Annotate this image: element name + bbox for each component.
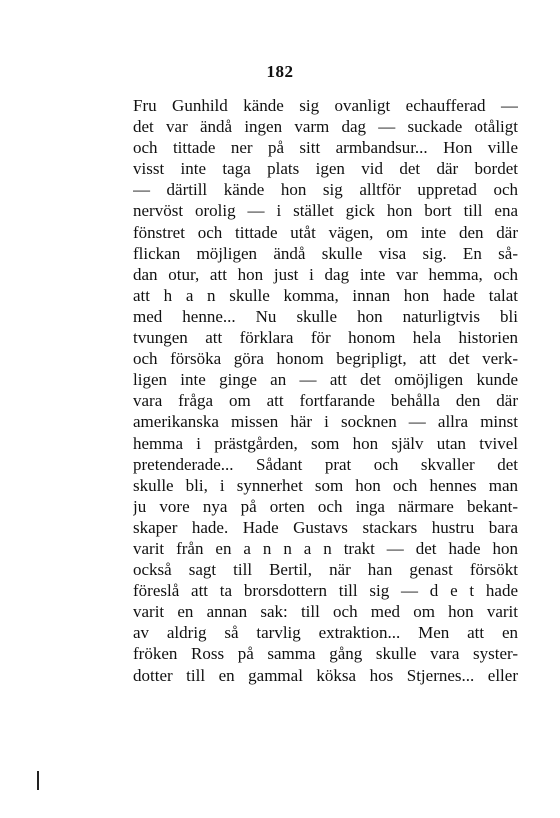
- text-line: varit en annan sak: till och med om hon varit: [133, 602, 518, 622]
- text-line: dan otur, att hon just i dag inte var hemma, och: [133, 264, 518, 284]
- page-number: 182: [266, 62, 294, 81]
- text-line: föreslå att ta brorsdottern till sig — d e t hade: [133, 581, 518, 601]
- text-line: med henne... Nu skulle hon naturligtvis bli: [133, 306, 518, 326]
- text-line: Fru Gunhild kände sig ovanligt echaufferad —: [133, 96, 518, 115]
- text-line: flickan möjligen ändå skulle visa sig. En så-: [133, 243, 518, 263]
- text-line: visst inte taga plats igen vid det där bordet: [133, 159, 518, 179]
- margin-mark: [37, 771, 39, 790]
- text-line: dotter till en gammal köksa hos Stjernes... eller: [133, 665, 518, 685]
- text-line: vara fråga om att fortfarande behålla den där: [133, 391, 518, 411]
- text-line: varit från en a n n a n trakt — det hade hon: [133, 538, 518, 558]
- text-line: nervöst orolig — i stället gick hon bort till ena: [133, 201, 518, 221]
- text-line: skulle bli, i synnerhet som hon och hennes man: [133, 475, 518, 495]
- text-line: pretenderade... Sådant prat och skvaller det: [133, 454, 518, 474]
- text-line: och tittade ner på sitt armbandsur... Hon ville: [133, 138, 518, 158]
- text-line: och försöka göra honom begripligt, att det verk-: [133, 349, 518, 369]
- text-line: tvungen att förklara för honom hela historien: [133, 328, 518, 348]
- text-line: att h a n skulle komma, innan hon hade talat: [133, 285, 518, 305]
- text-line: ju vore nya på orten och inga närmare bekant-: [133, 496, 518, 516]
- text-line: ligen inte ginge an — att det omöjligen kunde: [133, 370, 518, 390]
- text-line: — därtill kände hon sig alltför uppretad och: [133, 180, 518, 200]
- text-line: det var ändå ingen varm dag — suckade otåligt: [133, 117, 518, 137]
- body-text: [133, 95, 518, 686]
- text-line: av aldrig så tarvlig extraktion... Men att en: [133, 623, 518, 643]
- text-line: hemma i prästgården, som hon själv utan tvivel: [133, 433, 518, 453]
- text-line: också sagt till Bertil, när han genast försökt: [133, 560, 518, 580]
- text-line: fönstret och tittade utåt vägen, om inte den där: [133, 222, 518, 242]
- text-line: amerikanska missen här i socknen — allra minst: [133, 412, 518, 432]
- text-line: fröken Ross på samma gång skulle vara syster-: [133, 644, 518, 664]
- text-line: skaper hade. Hade Gustavs stackars hustru bara: [133, 517, 518, 537]
